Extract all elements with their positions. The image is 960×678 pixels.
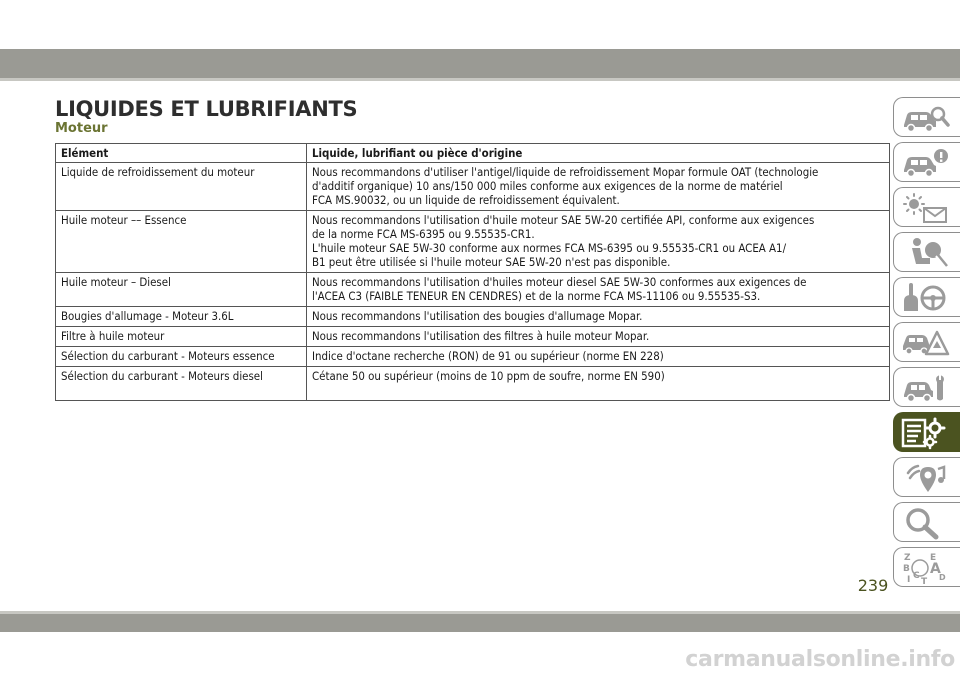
specifications-gear-icon	[900, 416, 952, 450]
tab-car-info[interactable]	[893, 142, 960, 182]
row-element: Filtre à huile moteur	[56, 327, 307, 347]
row-element: Sélection du carburant - Moteurs essence	[56, 347, 307, 367]
description-line: Nous recommandons l'utilisation des filtres à huile moteur Mopar.	[312, 329, 650, 343]
svg-text:C: C	[913, 571, 920, 581]
page-number: 239	[857, 576, 889, 595]
header-band-line	[0, 78, 960, 81]
description-line: FCA MS.90032, ou un liquide de refroidissement équivalent.	[312, 193, 620, 207]
tab-safety[interactable]	[893, 232, 960, 272]
car-search-icon	[900, 101, 952, 135]
seat-airbag-icon	[900, 236, 952, 270]
row-element: Liquide de refroidissement du moteur	[56, 163, 307, 211]
svg-text:I: I	[907, 575, 911, 585]
tab-index[interactable]	[893, 547, 960, 587]
search-icon	[900, 506, 952, 540]
row-element: Bougies d'allumage - Moteur 3.6L	[56, 307, 307, 327]
warning-light-message-icon	[900, 191, 952, 225]
svg-text:A: A	[930, 561, 941, 577]
row-element: Huile moteur – Diesel	[56, 273, 307, 307]
road-warning-icon	[900, 326, 952, 360]
tab-starting-operating[interactable]	[893, 277, 960, 317]
footer-band	[0, 614, 960, 632]
multimedia-icon	[900, 461, 952, 495]
tab-emergency[interactable]	[893, 322, 960, 362]
description-line: B1 peut être utilisée si l'huile moteur SAE 5W-20 n'est pas disponible.	[312, 255, 671, 269]
table-row	[56, 273, 890, 307]
description-line: Nous recommandons d'utiliser l'antigel/liquide de refroidissement Mopar formule OAT (technologie	[312, 165, 819, 179]
row-description	[307, 211, 890, 273]
description-line: Nous recommandons l'utilisation d'huiles moteur diesel SAE 5W-30 conformes aux exigences de	[312, 275, 807, 289]
row-description	[307, 307, 890, 327]
row-element: Sélection du carburant - Moteurs diesel	[56, 367, 307, 401]
tab-servicing[interactable]	[893, 367, 960, 407]
description-line: Indice d'octane recherche (RON) de 91 ou supérieur (norme EN 228)	[312, 349, 664, 363]
description-line: de la norme FCA MS-6395 ou 9.55535-CR1.	[312, 227, 535, 241]
tab-search[interactable]	[893, 502, 960, 542]
tab-car-search[interactable]	[893, 97, 960, 137]
description-line: L'huile moteur SAE 5W-30 conforme aux normes FCA MS-6395 ou 9.55535-CR1 ou ACEA A1/	[312, 241, 787, 255]
page-title: LIQUIDES ET LUBRIFIANTS	[55, 97, 358, 121]
table-row	[56, 163, 890, 211]
fluids-table	[55, 143, 890, 401]
table-header-row	[56, 144, 890, 163]
svg-text:D: D	[939, 573, 946, 582]
row-element: Huile moteur –– Essence	[56, 211, 307, 273]
table-row	[56, 211, 890, 273]
header-band	[0, 49, 960, 78]
tab-warning-lights[interactable]	[893, 187, 960, 227]
description-line: Cétane 50 ou supérieur (moins de 10 ppm de soufre, norme EN 590)	[312, 369, 665, 383]
section-subtitle: Moteur	[55, 121, 108, 136]
row-description	[307, 163, 890, 211]
steering-controls-icon	[900, 281, 952, 315]
table-row	[56, 327, 890, 347]
table-row	[56, 367, 890, 401]
row-description	[307, 347, 890, 367]
svg-text:Z: Z	[904, 553, 911, 563]
description-line: d'additif organique) 10 ans/150 000 miles conforme aux exigences de la norme de matériel	[312, 179, 783, 193]
column-header-element: Elément	[56, 144, 307, 163]
watermark: carmanualsonline.info	[685, 647, 955, 672]
description-line: Nous recommandons l'utilisation des bougies d'allumage Mopar.	[312, 309, 643, 323]
row-description	[307, 273, 890, 307]
svg-text:B: B	[903, 564, 910, 574]
column-header-fluid: Liquide, lubrifiant ou pièce d'origine	[307, 144, 890, 163]
row-description	[307, 367, 890, 401]
row-description	[307, 327, 890, 347]
svg-text:E: E	[930, 553, 937, 563]
description-line: l'ACEA C3 (FAIBLE TENEUR EN CENDRES) et de la norme FCA MS-11106 ou 9.55535-S3.	[312, 289, 761, 303]
car-service-wrench-icon	[900, 371, 952, 405]
svg-text:T: T	[921, 577, 928, 585]
description-line: Nous recommandons l'utilisation d'huile moteur SAE 5W-20 certifiée API, conforme aux exigences	[312, 213, 815, 227]
table-row	[56, 307, 890, 327]
alphabetical-index-icon	[900, 551, 952, 585]
tab-multimedia[interactable]	[893, 457, 960, 497]
tab-specifications[interactable]	[893, 412, 960, 452]
car-info-icon	[900, 146, 952, 180]
table-row	[56, 347, 890, 367]
